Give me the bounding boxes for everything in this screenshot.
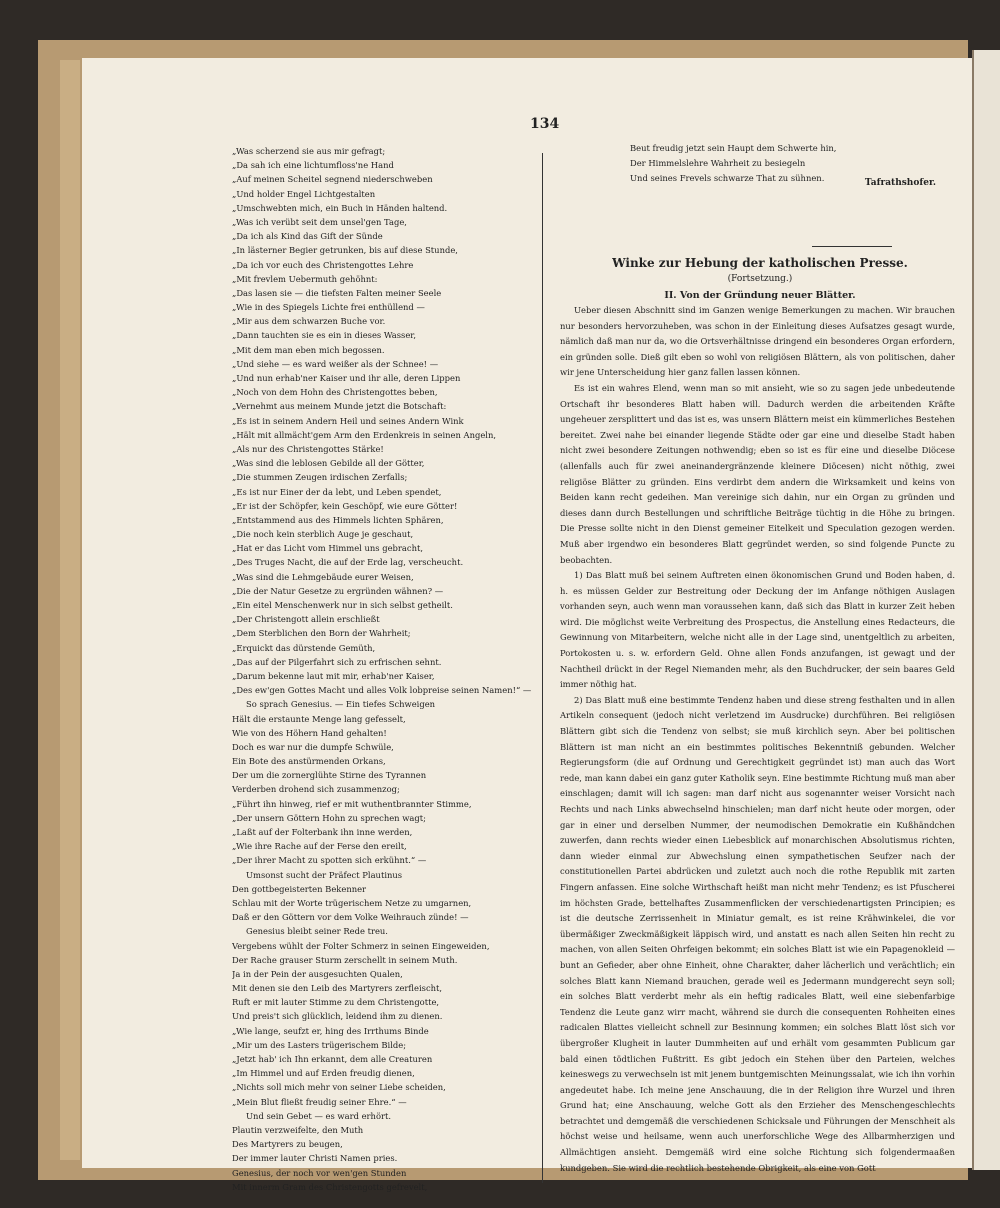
poem-line: „Nichts soll mich mehr von seiner Liebe scheiden, [232, 1082, 446, 1093]
poem-line: Schlau mit der Worte trügerischem Netze zu umgarnen, [232, 897, 472, 908]
poem-line: „Hält mit allmächt'gem Arm den Erdenkreis in seinen Angeln, [232, 429, 497, 440]
poem-line: Verderben drohend sich zusammenzog; [232, 784, 400, 795]
poem-line: Hält die erstaunte Menge lang gefesselt, [232, 713, 406, 724]
poem-line: „Was sind die leblosen Gebilde all der Götter, [232, 458, 425, 469]
poem-line: „Und siehe — es ward weißer als der Schnee! — [232, 358, 439, 369]
poem-line: „Er ist der Schöpfer, kein Geschöpf, wie eure Götter! [232, 500, 458, 511]
poem-line: Der um die zornerglühte Stirne des Tyrannen [232, 770, 427, 781]
poem-line: Ein Bote des anstürmenden Orkans, [232, 756, 386, 767]
poem-line: „Da sah ich eine lichtumfloss'ne Hand [232, 160, 394, 171]
next-page-edge [972, 50, 1000, 1170]
poem-line: „Was ich verübt seit dem unsel'gen Tage, [232, 216, 407, 227]
article-paragraph: Ueber diesen Abschnitt sind im Ganzen wenige Bemerkungen zu machen. Wir brauchen nur besonders hervorzuheben, was schon in der Einleitung dieses Aufsatzes gesagt wurde, nämlich daß man nur da, wo die Ortsverhältnisse dringend ein besonderes Organ erfordern, ein gründen solle. Dieß gilt eben so wohl von religiösen Blättern, als von politischen, daher wir jene Unterscheidung hier ganz fallen lassen können. [560, 305, 955, 378]
book-gutter [60, 60, 80, 1160]
poem-line: „Das lasen sie — die tiefsten Falten meiner Seele [232, 287, 442, 298]
poem-line: „Entstammend aus des Himmels lichten Sphären, [232, 514, 444, 525]
poem-line: „Als nur des Christengottes Stärke! [232, 443, 384, 454]
poem-line: „Dem Sterblichen den Born der Wahrheit; [232, 628, 411, 639]
poem-line: „Es ist nur Einer der da lebt, und Leben spendet, [232, 486, 442, 497]
poem-line: „Wie ihre Rache auf der Ferse den ereilt, [232, 841, 407, 852]
poem-line: Und sein Gebet — es ward erhört. [246, 1110, 392, 1121]
poem-line: „Was sind die Lehmgebäude eurer Weisen, [232, 571, 414, 582]
poem-line: „Erquickt das dürstende Gemüth, [232, 642, 376, 653]
article-continuation: (Fortsetzung.) [727, 274, 793, 284]
newspaper-page [82, 58, 972, 1192]
poem-column [232, 144, 532, 1194]
article-paragraph: Es ist ein wahres Elend, wenn man so mit ansieht, wie so zu sagen jede unbedeutende Ortschaft ihr besonderes Blatt haben will. Dadurch werden die arbeitenden Kräfte ungeheuer zersplittert und das ist es, was unsern Blättern meist ein kümmerliches Bestehen bereitet. Zwei nahe bei einander liegende Städte oder gar eine und dieselbe Stadt haben nicht zwei besondere Zeitungen nothwendig; eben so ist es für eine und dieselbe Diöcese (allenfalls auch für zwei aneinandergränzende kleinere Diöcesen) nicht nöthig, zwei religiöse Blätter zu gründen. Eins verdirbt dem andern die Wirksamkeit und keins von Beiden kann recht gedeihen. Man vereinige sich dahin, nur ein Organ zu gründen und dieses dann durch Bestellungen und schriftliche Beiträge tüchtig in die Höhe zu bringen. Die Presse sollte nicht in den Dienst gemeiner Eitelkeit und Speculation gezogen werden. Muß aber irgendwo ein besonderes Blatt gegründet werden, so sind folgende Puncte zu beobachten. [560, 382, 955, 565]
poem-line: So sprach Genesius. — Ein tiefes Schweigen [246, 699, 436, 710]
poem-line: „Mit frevlem Uebermuth gehöhnt: [232, 273, 378, 284]
section-rule [812, 246, 892, 247]
poem-line: „Wie in des Spiegels Lichte frei enthüllend — [232, 302, 425, 313]
article-title: Winke zur Hebung der katholischen Presse. [612, 256, 908, 270]
poem-line: Umsonst sucht der Präfect Plautinus [246, 869, 403, 880]
poem-line: „Dann tauchten sie es ein in dieses Wasser, [232, 330, 417, 341]
poem-line: Und preis't sich glücklich, leidend ihm zu dienen. [232, 1011, 443, 1022]
poem-line: Der immer lauter Christi Namen pries. [232, 1153, 398, 1164]
poem-line: Wie von des Höhern Hand gehalten! [232, 727, 387, 738]
poem-line: Der Himmelslehre Wahrheit zu besiegeln [630, 158, 806, 168]
poem-line: Mit innerm Gram des Christengotts gefrevelt, [232, 1181, 428, 1192]
poem-line: Ruft er mit lauter Stimme zu dem Christengotte, [232, 997, 440, 1008]
poem-line: Ja in der Pein der ausgesuchten Qualen, [232, 968, 403, 979]
article-body [560, 303, 955, 1176]
poem-line: „In lästerner Begier getrunken, bis auf diese Stunde, [232, 245, 458, 256]
poem-line: „Der unsern Göttern Hohn zu sprechen wagt; [232, 812, 426, 823]
poem-line: „Mit dem man eben mich begossen. [232, 344, 385, 355]
poem-line: „Die noch kein sterblich Auge je geschaut, [232, 529, 414, 540]
poem-line: „Jetzt hab' ich Ihn erkannt, dem alle Creaturen [232, 1054, 433, 1064]
poem-line: „Hat er das Licht vom Himmel uns gebracht, [232, 543, 424, 554]
article-paragraph: 1) Das Blatt muß bei seinem Auftreten einen ökonomischen Grund und Boden haben, d. h. es müssen Gelder zur Bestreitung oder Deckung der im Anfange nöthigen Auslagen vorhanden seyn, auch wenn man voraussehen kann, daß sich das Blatt in kurzer Zeit heben wird. Die möglichst weite Verbreitung des Prospectus, die Anstellung eines Redacteurs, die Gewinnung von Mitarbeitern, welche nicht alle in der Lage sind, unentgeltlich zu arbeiten, Portokosten u. s. w. erfordern Geld. Ohne allen Fonds anzufangen, ist gewagt und der Nachtheil drückt in der Regel Niemanden mehr, als den Buchdrucker, der sein baares Geld immer nöthig hat. [560, 570, 955, 690]
poem-line: „Ein eitel Menschenwerk nur in sich selbst getheilt. [232, 600, 453, 610]
column-divider [542, 153, 543, 1183]
poem-line: Beut freudig jetzt sein Haupt dem Schwerte hin, [630, 143, 837, 153]
poem-line: „Mir aus dem schwarzen Buche vor. [232, 316, 386, 327]
poem-line: „Das auf der Pilgerfahrt sich zu erfrischen sehnt. [232, 656, 442, 667]
author-signature: Tafrathshofer. [864, 178, 936, 188]
poem-line: „Die stummen Zeugen irdischen Zerfalls; [232, 472, 408, 483]
poem-line: „Im Himmel und auf Erden freudig dienen, [232, 1068, 415, 1079]
article-paragraph: 2) Das Blatt muß eine bestimmte Tendenz haben und diese streng festhalten und in allen Artikeln consequent (jedoch nicht verletzend im Ausdrucke) durchführen. Bei religiösen Blättern gibt sich die Tendenz von selbst; sie muß kirchlich seyn. Aber bei politischen Blättern ist man nicht an ein bestimmtes politisches Bekenntniß gebunden. Welcher Regierungsform (die auf Ordnung und Gerechtigkeit gegründet ist) man auch das Wort rede, man kann dabei ein ganz guter Katholik seyn. Eine bestimmte Richtung muß man aber einschlagen; damit will ich sagen: man darf nicht aus sogenannter weiser Vorsicht nach Rechts und nach Links abwechselnd hinschielen; man darf nicht heute oder morgen, oder gar in einer und derselben Nummer, der neumodischen Demokratie ein Kußhändchen zuwerfen, dann rechts wieder einen Liebesblick auf monarchischen Absolutismus richten, dann wieder einmal zur Abwechslung einen sympathetischen Seufzer nach der constitutionellen Partei abdrücken und zuletzt auch noch die rothe Republik mit zarten Fingern anfassen. Eine solche Wirthschaft heißt man nicht mehr Tendenz; es ist Pfuscherei im höchsten Grade, bettelhaftes Zusammenflicken der verschiedenartigsten Principien; es ist die deutsche Zerrissenheit in Miniatur gemalt, es ist reine Krähwinkelei, die vor übermäßiger Zweckmäßigkeit läppisch wird, und anstatt es nach allen Seiten hin recht zu machen, von allen Seiten Ohrfeigen bekommt; ein solches Blatt ist wie ein Papagenokleid — bunt an Gefieder, aber ohne Einheit, ohne Charakter, daher lächerlich und verächtlich; ein solches Blatt kann Niemand brauchen, gerade weil es Jedermann mundgerecht seyn soll; ein solches Blatt verderbt mehr als ein heftig radicales Blatt, weil eine siebenfarbige Tendenz die Leute ganz wirr macht, während sie durch die consequenten Rohheiten eines radicalen Blattes vielleicht schnell zur Besinnung kommen; ein solches Blatt löst sich vor übergroßer Klugheit in lauter Dummheiten auf und erhält vom gesammten Publicum gar bald einen tödtlichen Fußtritt. Es gibt jedoch ein Stehen über den Parteien, welches keineswegs zu verwechseln ist mit jenem buntgemischten Meinungssalat, wie ich ihn vorhin angedeutet habe. Ich meine jene Anschauung, die in der Religion ihre Wurzel und ihren Grund hat; eine Anschauung, welche Gott als den Erzieher des Menschengeschlechts betrachtet und demgemäß die verschiedenen Schicksale und Führungen der Menschheit als höchst weise und heilsame, wenn auch unerforschliche Wege des Allbarmherzigen und Allmächtigen ansieht. Demgemäß wird eine solche Richtung sich folgendermaaßen kundgeben. Sie wird die rechtlich bestehende Obrigkeit, als eine von Gott [560, 694, 955, 1173]
section-heading: II. Von der Gründung neuer Blätter. [664, 290, 856, 301]
poem-line: Der Rache grauser Sturm zerschellt in seinem Muth. [232, 954, 458, 965]
poem-line: „Da ich vor euch des Christengottes Lehre [232, 259, 414, 270]
poem-line: Genesius, der noch vor wen'gen Stunden [232, 1167, 407, 1178]
poem-line: „Was scherzend sie aus mir gefragt; [232, 146, 386, 156]
poem-line: Plautin verzweifelte, den Muth [232, 1124, 364, 1135]
poem-line: „Es ist in seinem Andern Heil und seines Andern Wink [232, 415, 464, 426]
poem-line: „Führt ihn hinweg, rief er mit wuthentbrannter Stimme, [232, 798, 472, 809]
poem-line: Und seines Frevels schwarze That zu sühnen. [630, 173, 825, 183]
poem-line: „Wie lange, seufzt er, hing des Irrthums Binde [232, 1025, 429, 1036]
poem-line: „Der ihrer Macht zu spotten sich erkühnt.“ — [232, 855, 427, 866]
poem-line: Genesius bleibt seiner Rede treu. [246, 926, 388, 937]
poem-line: „Darum bekenne laut mit mir, erhab'ner Kaiser, [232, 670, 435, 681]
poem-line: Des Martyrers zu beugen, [232, 1139, 343, 1150]
poem-line: „Der Christengott allein erschließt [232, 614, 380, 625]
poem-line: „Auf meinen Scheitel segnend niederschweben [232, 174, 433, 185]
poem-line: Mit denen sie den Leib des Martyrers zerfleischt, [232, 983, 443, 994]
poem-line: „Und holder Engel Lichtgestalten [232, 188, 376, 199]
poem-line: „Laßt auf der Folterbank ihn inne werden, [232, 827, 413, 837]
poem-line: Vergebens wühlt der Folter Schmerz in seinen Eingeweiden, [232, 940, 490, 951]
poem-line: „Die der Natur Gesetze zu ergründen wähnen? — [232, 585, 444, 596]
poem-conclusion [630, 141, 1000, 186]
poem-line: „Vernehmt aus meinem Munde jetzt die Botschaft: [232, 401, 447, 412]
poem-line: „Des Truges Nacht, die auf der Erde lag, verscheucht. [232, 557, 464, 568]
poem-line: „Da ich als Kind das Gift der Sünde [232, 231, 383, 242]
poem-line: Doch es war nur die dumpfe Schwüle, [232, 741, 394, 752]
poem-line: „Mir um des Lasters trügerischem Bilde; [232, 1039, 407, 1050]
poem-line: „Und nun erhab'ner Kaiser und ihr alle, deren Lippen [232, 373, 461, 383]
poem-line: Daß er den Göttern vor dem Volke Weihrauch zünde! — [232, 912, 469, 923]
page-number: 134 [530, 116, 560, 132]
poem-line: „Mein Blut fließt freudig seiner Ehre.“ — [232, 1096, 407, 1107]
poem-line: „Noch von dem Hohn des Christengottes beben, [232, 387, 438, 398]
poem-line: Den gottbegeisterten Bekenner [232, 883, 367, 894]
poem-line: „Umschwebten mich, ein Buch in Händen haltend. [232, 202, 448, 213]
poem-line: „Des ew'gen Gottes Macht und alles Volk lobpreise seinen Namen!“ — [232, 685, 532, 696]
